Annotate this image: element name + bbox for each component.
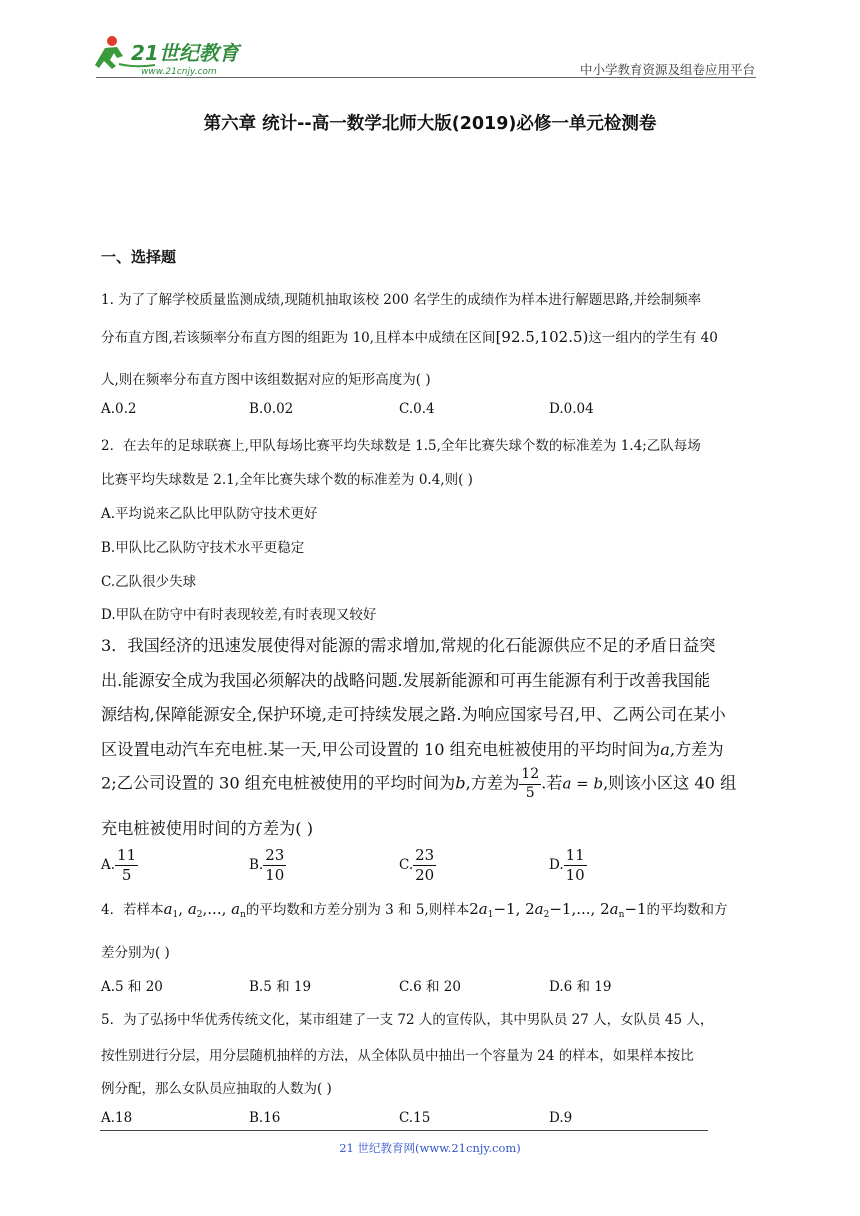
q3-line-3: 源结构,保障能源安全,保护环境,走可持续发展之路.为响应国家号召,甲、乙两公司在某小 [101, 705, 726, 724]
logo-text: 21世纪教育 [131, 41, 239, 65]
q5-option-d: D.9 [549, 1110, 573, 1126]
q2-option-d: D.甲队在防守中有时表现较差,有时表现又较好 [101, 607, 377, 623]
q1-option-a: A.0.2 [101, 401, 137, 417]
q5-line-2: 按性别进行分层，用分层随机抽样的方法，从全体队员中抽出一个容量为 24 的样本，如果样本按比 [101, 1048, 694, 1064]
page-title: 第六章 统计--高一数学北师大版(2019)必修一单元检测卷 [203, 114, 657, 134]
q4-option-d: D.6 和 19 [549, 979, 612, 995]
q2-line-2: 比赛平均失球数是 2.1,全年比赛失球个数的标准差为 0.4,则( ) [101, 472, 473, 488]
q1-line-3: 人,则在频率分布直方图中该组数据对应的矩形高度为( ) [101, 372, 431, 388]
interval: [92.5,102.5) [495, 328, 589, 346]
q3-option-c: C. $\frac{23}{20}$ [399, 846, 435, 884]
q1-option-d: D.0.04 [549, 401, 594, 417]
site-logo[interactable] [95, 34, 260, 78]
q2-option-a: A.平均说来乙队比甲队防守技术更好 [101, 506, 318, 522]
section-heading: 一、选择题 [101, 248, 177, 266]
platform-name: 中小学教育资源及组卷应用平台 [579, 62, 755, 77]
q5-option-b: B.16 [249, 1110, 281, 1126]
q2-option-b: B.甲队比乙队防守技术水平更稳定 [101, 540, 305, 556]
q5-line-3: 例分配，那么女队员应抽取的人数为( ) [101, 1081, 332, 1097]
q2-line-1: 2．在去年的足球联赛上,甲队每场比赛平均失球数是 1.5,全年比赛失球个数的标准差为 1.4;乙队每场 [101, 438, 701, 454]
q5-line-1: 5．为了弘扬中华优秀传统文化，某市组建了一支 72 人的宣传队，其中男队员 27 人，女队员 45 人， [101, 1012, 714, 1028]
footer-link[interactable]: 21 世纪教育网(www.21cnjy.com) [339, 1141, 521, 1155]
header-divider [96, 77, 756, 78]
q3-line-4: 区设置电动汽车充电桩.某一天,甲公司设置的 10 组充电桩被使用的平均时间为a,方差为 [101, 740, 724, 759]
q1-option-c: C.0.4 [399, 401, 435, 417]
condition-a-equals-b: a = b [562, 774, 604, 793]
var-a: a [660, 740, 670, 759]
q4-option-a: A.5 和 20 [101, 979, 163, 995]
q2-option-c: C.乙队很少失球 [101, 574, 197, 590]
fraction-12-5: $\frac{12}{5}$ [521, 766, 540, 801]
q3-line-2: 出.能源安全成为我国必须解决的战略问题.发展新能源和可再生能源有利于改善我国能 [101, 671, 711, 690]
q5-option-c: C.15 [399, 1110, 431, 1126]
q3-line-1: 3．我国经济的迅速发展使得对能源的需求增加,常规的化石能源供应不足的矛盾日益突 [101, 636, 716, 655]
q3-line-6: 充电桩被使用时间的方差为( ) [101, 819, 314, 838]
q4-option-c: C.6 和 20 [399, 979, 461, 995]
logo-url: www.21cnjy.com [141, 67, 217, 77]
q4-option-b: B.5 和 19 [249, 979, 312, 995]
q5-option-a: A.18 [101, 1110, 133, 1126]
q3-option-a: A. $\frac{11}{5}$ [101, 846, 137, 884]
q1-option-b: B.0.02 [249, 401, 294, 417]
q3-line-5: 2;乙公司设置的 30 组充电桩被使用的平均时间为b,方差为 $\frac{12}{5}$ .若a = b,则该小区这 40 组 [101, 766, 737, 801]
sample-sequence-2: $2a_1-1$, $2a_2-1$,..., $2a_n-1$ [469, 900, 647, 920]
q3-option-b: B. $\frac{23}{10}$ [249, 846, 285, 884]
q4-line-1: 4．若样本$a_1$, $a_2$,..., $a_n$的平均数和方差分别为 3 和 5,则样本$2a_1-1$, $2a_2-1$,..., $2a_n-1$的平均数和方 [101, 900, 728, 920]
page-header [0, 0, 860, 80]
q1-line-1: 1. 为了了解学校质量监测成绩,现随机抽取该校 200 名学生的成绩作为样本进行解题思路,并绘制频率 [101, 292, 702, 308]
runner-logo-icon [95, 34, 260, 78]
footer-divider [100, 1130, 708, 1131]
q4-line-2: 差分别为( ) [101, 945, 170, 961]
var-b: b [455, 773, 466, 793]
q1-line-2: 分布直方图,若该频率分布直方图的组距为 10,且样本中成绩在区间[92.5,102.5)这一组内的学生有 40 [101, 328, 718, 346]
q3-option-d: D. $\frac{11}{10}$ [549, 846, 585, 884]
sample-sequence-1: $a_1$, $a_2$,..., $a_n$ [163, 900, 246, 920]
